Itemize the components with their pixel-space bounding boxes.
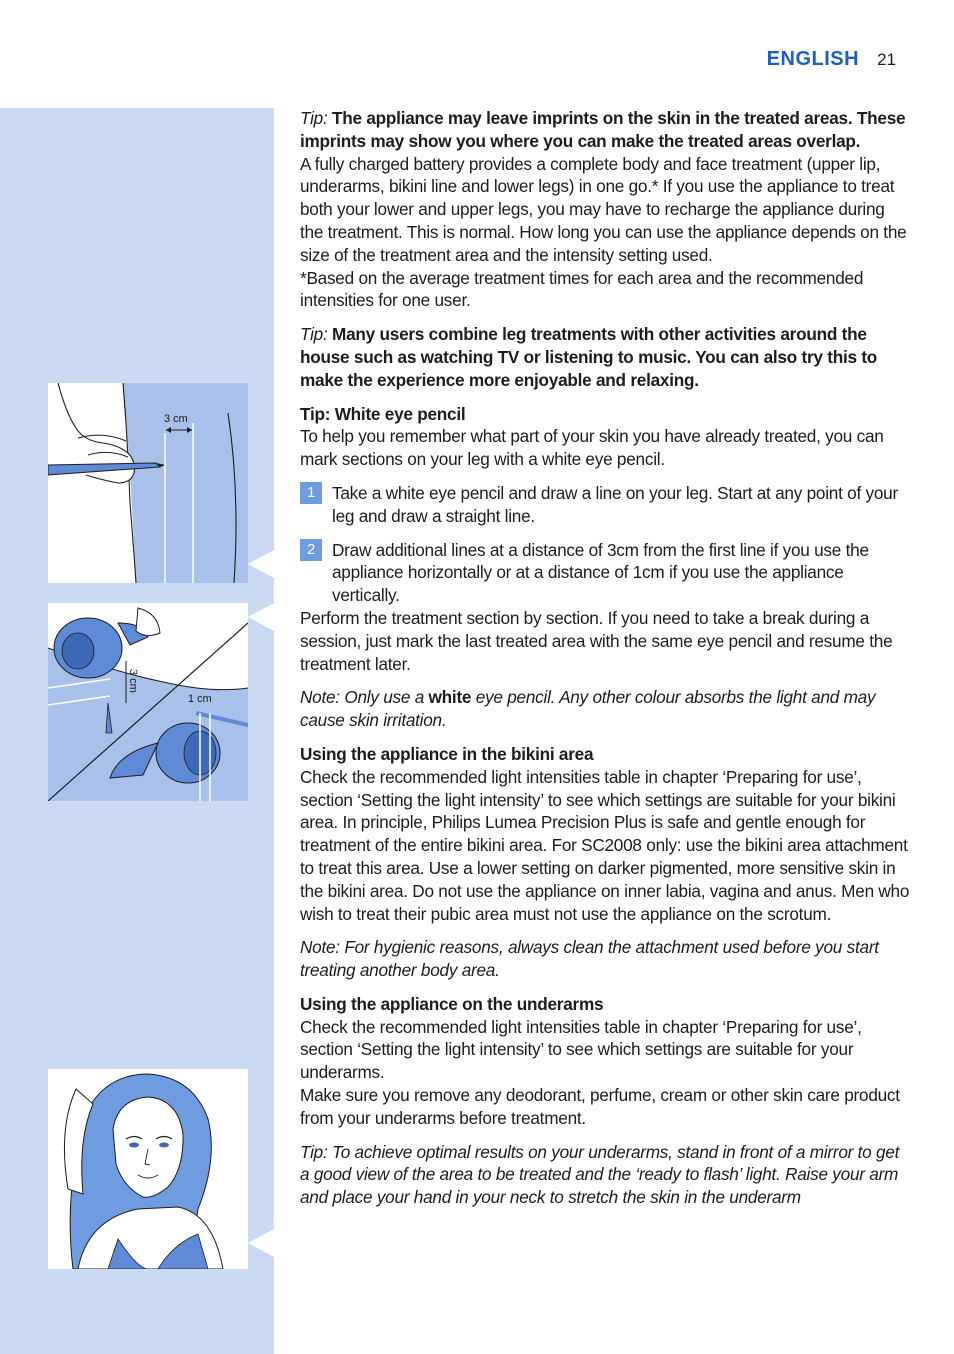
- pencil-heading: Tip: White eye pencil: [300, 403, 466, 424]
- language-label: ENGLISH: [766, 48, 860, 70]
- figure-pointer: [248, 603, 274, 631]
- tip-imprints: Tip: The appliance may leave imprints on the skin in the treated areas. These imprints may show you where you can make the treated areas overlap.: [300, 108, 906, 151]
- step-text: Take a white eye pencil and draw a line on your leg. Start at any point of your leg and draw a straight line.: [332, 482, 898, 526]
- step-text: Draw additional lines at a distance of 3cm from the first line if you use the appliance horizontally or at a distance of 1cm if you use the appliance vertically.: [332, 539, 869, 606]
- step-number: 1: [300, 482, 322, 504]
- tip-underarm: Tip: To achieve optimal results on your underarms, stand in front of a mirror to get a good view of the area to be treated and the ‘ready to flash’ light. Raise your arm and place your hand in your neck to stretch the skin in the underarm: [300, 1141, 900, 1208]
- step-2: [300, 539, 910, 607]
- underarm-paragraph-1: Check the recommended light intensities table in chapter ‘Preparing for use’, section ‘Setting the light intensity’ to see which settings are suitable for your underarms.: [300, 1016, 862, 1083]
- tip-combine: Tip: Many users combine leg treatments with other activities around the house such as watching TV or listening to music. You can also try this to make the experience more enjoyable and relaxing.: [300, 324, 878, 390]
- fig2-distance-label-vertical: 1 cm: [188, 693, 212, 705]
- footnote: *Based on the average treatment times for each area and the recommended intensities for one user.: [300, 267, 864, 311]
- note-white-pencil: Note: Only use a white eye pencil. Any other colour absorbs the light and may cause skin irritation.: [300, 687, 876, 731]
- note-hygienic: Note: For hygienic reasons, always clean the attachment used before you start treating another body area.: [300, 937, 879, 981]
- underarm-illustration: [48, 1069, 248, 1269]
- figure-pointer: [248, 550, 274, 578]
- bikini-heading: Using the appliance in the bikini area: [300, 743, 594, 764]
- main-text: [300, 107, 910, 1209]
- appliance-orientation-illustration: [48, 603, 248, 801]
- figure-pointer: [248, 1229, 274, 1257]
- page-number: 21: [877, 50, 896, 69]
- leg-marking-illustration: [48, 383, 248, 583]
- underarm-heading: Using the appliance on the underarms: [300, 993, 604, 1014]
- fig1-distance-label: 3 cm: [164, 413, 188, 425]
- bikini-paragraph: Check the recommended light intensities table in chapter ‘Preparing for use’, section ‘Setting the light intensity’ to see which settings are suitable for your bikini area. In principle, Philips Lumea Precision Plus is safe and gentle enough for treatment of the entire bikini area. For SC2008 only: use the bikini area attachment to treat this area. Use a lower setting on darker pigmented, more sensitive skin in the bikini area. Do not use the appliance on inner labia, vagina and anus. Men who wish to treat their pubic area must not use the appliance on the scrotum.: [300, 766, 910, 924]
- pencil-intro: To help you remember what part of your skin you have already treated, you can mark sections on your leg with a white eye pencil.: [300, 426, 884, 470]
- fig2-distance-label-horizontal: 3 cm: [127, 669, 139, 693]
- step-number: 2: [300, 539, 322, 561]
- figure-pencil-on-leg: [48, 383, 248, 583]
- figure-underarm: [48, 1069, 248, 1269]
- perform-paragraph: Perform the treatment section by section. If you need to take a break during a session, just mark the last treated area with the same eye pencil and resume the treatment later.: [300, 607, 893, 674]
- page-header: [767, 48, 896, 71]
- battery-paragraph: A fully charged battery provides a complete body and face treatment (upper lip, underarms, bikini line and lower legs) in one go.* If you use the appliance to treat both your lower and upper legs, you may have to recharge the appliance during the treatment. This is normal. How long you can use the appliance depends on the size of the treatment area and the intensity setting used.: [300, 153, 907, 265]
- underarm-paragraph-2: Make sure you remove any deodorant, perfume, cream or other skin care product from your underarms before treatment.: [300, 1085, 900, 1128]
- step-1: [300, 482, 910, 528]
- figure-appliance-orientation: [48, 603, 248, 801]
